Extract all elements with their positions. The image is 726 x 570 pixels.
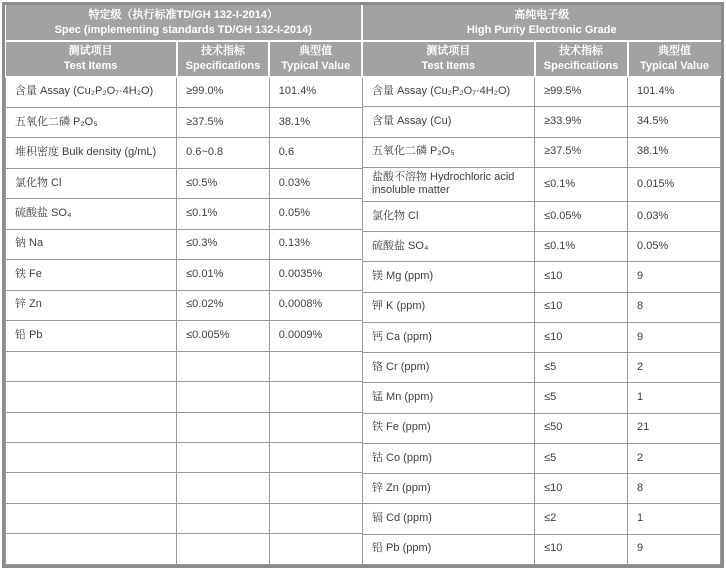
high-purity-table (363, 5, 721, 565)
specification-cell: ≤0.05% (535, 201, 628, 231)
typical-value-cell: 38.1% (269, 107, 362, 137)
column-header-row (6, 41, 363, 77)
table-row (363, 292, 721, 322)
typical-value-cell: 9 (628, 262, 721, 292)
table-title-row (363, 5, 721, 41)
table-row (6, 382, 363, 412)
test-item-cell: 含量 Assay (Cu₂P₂O₇·4H₂O) (6, 77, 177, 107)
test-item-cell: 锌 Zn (ppm) (363, 474, 535, 504)
specification-cell: ≤10 (535, 474, 628, 504)
table-row (6, 260, 363, 290)
specification-cell: ≤0.5% (177, 168, 270, 198)
typical-value-cell: 8 (628, 474, 721, 504)
test-item-cell (6, 412, 177, 442)
specification-cell: ≤10 (535, 534, 628, 564)
typical-value-cell (269, 443, 362, 473)
typical-value-cell: 0.6 (269, 138, 362, 168)
table-row (6, 290, 363, 320)
column-header-cn: 测试项目 (68, 45, 113, 57)
table-row (6, 443, 363, 473)
test-item-cell (6, 534, 177, 565)
table-row (6, 107, 363, 137)
specification-cell (177, 534, 270, 565)
table-row (363, 167, 721, 201)
specification-cell: ≤0.005% (177, 321, 270, 351)
test-item-cell: 钴 Co (ppm) (363, 443, 535, 473)
column-header-specifications (535, 41, 628, 77)
test-item-cell: 铁 Fe (6, 260, 177, 290)
typical-value-cell: 101.4% (628, 77, 721, 107)
column-header-en: Typical Value (640, 59, 709, 72)
typical-value-cell: 0.0008% (269, 290, 362, 320)
column-header-test-items (6, 41, 177, 77)
table-row (363, 322, 721, 352)
spec-grade-panel (5, 5, 363, 565)
column-header-en: Specifications (185, 59, 261, 72)
test-item-cell (6, 382, 177, 412)
test-item-cell: 硫酸盐 SO₄ (6, 199, 177, 229)
test-item-cell: 硫酸盐 SO₄ (363, 232, 535, 262)
test-item-cell (6, 351, 177, 381)
typical-value-cell: 101.4% (269, 77, 362, 107)
table-row (363, 534, 721, 564)
specification-cell: ≤0.01% (177, 260, 270, 290)
specification-cell: ≤0.3% (177, 229, 270, 259)
typical-value-cell: 0.13% (269, 229, 362, 259)
typical-value-cell (269, 534, 362, 565)
table-row (363, 107, 721, 137)
table-row (363, 443, 721, 473)
table-row (363, 413, 721, 443)
specification-cell: ≤2 (535, 504, 628, 534)
typical-value-cell: 0.015% (628, 167, 721, 201)
table-row (6, 138, 363, 168)
specification-cell: ≤50 (535, 413, 628, 443)
column-header-specifications (177, 41, 270, 77)
test-item-cell: 锌 Zn (6, 290, 177, 320)
table-row (6, 534, 363, 565)
column-header-test-items (363, 41, 535, 77)
specification-cell: ≥37.5% (177, 107, 270, 137)
typical-value-cell: 38.1% (628, 137, 721, 167)
table-title (363, 5, 721, 41)
test-item-cell (6, 443, 177, 473)
table-row (363, 232, 721, 262)
typical-value-cell: 9 (628, 534, 721, 564)
table-title-cn: 特定级（执行标准TD/GH 132-I-2014） (88, 8, 278, 21)
test-item-cell: 铬 Cr (ppm) (363, 353, 535, 383)
specification-cell: ≤5 (535, 383, 628, 413)
table-title-cn: 高纯电子级 (514, 8, 570, 21)
spec-grade-table (5, 5, 363, 565)
specification-cell (177, 443, 270, 473)
test-item-cell: 镁 Mg (ppm) (363, 262, 535, 292)
test-item-cell: 氯化物 Cl (363, 201, 535, 231)
table-row (363, 474, 721, 504)
column-header-cn: 典型值 (658, 45, 692, 57)
test-item-cell: 钙 Ca (ppm) (363, 322, 535, 352)
specification-cell: ≥33.9% (535, 107, 628, 137)
typical-value-cell: 0.05% (628, 232, 721, 262)
table-row (363, 77, 721, 107)
column-header-typical-value (269, 41, 362, 77)
specification-cell: ≤5 (535, 443, 628, 473)
table-row (363, 383, 721, 413)
column-header-cn: 测试项目 (426, 45, 471, 57)
test-item-cell (6, 473, 177, 503)
specification-cell (177, 503, 270, 533)
table-row (6, 473, 363, 503)
specification-cell: ≤0.02% (177, 290, 270, 320)
test-item-cell: 钠 Na (6, 229, 177, 259)
test-item-cell: 五氧化二磷 P₂O₅ (6, 107, 177, 137)
typical-value-cell: 2 (628, 443, 721, 473)
column-header-en: Test Items (63, 59, 118, 72)
typical-value-cell: 2 (628, 353, 721, 383)
typical-value-cell: 34.5% (628, 107, 721, 137)
table-row (6, 77, 363, 107)
specification-cell: ≥37.5% (535, 137, 628, 167)
specification-cell: ≤0.1% (535, 232, 628, 262)
table-title-row (6, 5, 363, 41)
typical-value-cell (269, 351, 362, 381)
specification-cell: ≥99.0% (177, 77, 270, 107)
typical-value-cell: 0.0009% (269, 321, 362, 351)
column-header-cn: 典型值 (299, 45, 333, 57)
table-row (6, 351, 363, 381)
typical-value-cell: 9 (628, 322, 721, 352)
spec-sheet (2, 2, 724, 568)
column-header-row (363, 41, 721, 77)
test-item-cell: 堆积密度 Bulk density (g/mL) (6, 138, 177, 168)
specification-cell: ≤5 (535, 353, 628, 383)
typical-value-cell (269, 412, 362, 442)
specification-cell: ≤10 (535, 292, 628, 322)
table-row (363, 201, 721, 231)
table-title (6, 5, 363, 41)
test-item-cell: 锰 Mn (ppm) (363, 383, 535, 413)
typical-value-cell: 0.03% (269, 168, 362, 198)
specification-cell: ≤0.1% (535, 167, 628, 201)
specification-cell: ≤10 (535, 322, 628, 352)
column-header-cn: 技术指标 (200, 45, 245, 57)
specification-cell (177, 412, 270, 442)
typical-value-cell (269, 382, 362, 412)
specification-cell (177, 351, 270, 381)
typical-value-cell (269, 473, 362, 503)
test-item-cell: 钾 K (ppm) (363, 292, 535, 322)
table-row (6, 503, 363, 533)
specification-cell (177, 382, 270, 412)
table-row (6, 168, 363, 198)
table-row (6, 229, 363, 259)
test-item-cell (6, 503, 177, 533)
high-purity-panel (363, 5, 721, 565)
specification-cell: ≥99.5% (535, 77, 628, 107)
spec-grade-table-body (6, 77, 363, 565)
typical-value-cell: 21 (628, 413, 721, 443)
column-header-en: Typical Value (281, 59, 351, 72)
test-item-cell: 五氧化二磷 P₂O₅ (363, 137, 535, 167)
column-header-typical-value (628, 41, 721, 77)
specification-cell: ≤10 (535, 262, 628, 292)
specification-cell (177, 473, 270, 503)
table-row (363, 353, 721, 383)
typical-value-cell: 0.05% (269, 199, 362, 229)
typical-value-cell (269, 503, 362, 533)
table-row (363, 137, 721, 167)
table-title-en: High Purity Electronic Grade (466, 23, 617, 36)
typical-value-cell: 1 (628, 504, 721, 534)
column-header-en: Specifications (543, 59, 619, 72)
specification-cell: 0.6~0.8 (177, 138, 270, 168)
typical-value-cell: 8 (628, 292, 721, 322)
test-item-cell: 镉 Cd (ppm) (363, 504, 535, 534)
test-item-cell: 含量 Assay (Cu) (363, 107, 535, 137)
table-row (363, 504, 721, 534)
typical-value-cell: 1 (628, 383, 721, 413)
table-row (6, 199, 363, 229)
typical-value-cell: 0.0035% (269, 260, 362, 290)
table-row (6, 412, 363, 442)
test-item-cell: 含量 Assay (Cu₂P₂O₇·4H₂O) (363, 77, 535, 107)
table-row (363, 262, 721, 292)
typical-value-cell: 0.03% (628, 201, 721, 231)
test-item-cell: 铅 Pb (ppm) (363, 534, 535, 564)
test-item-cell: 铁 Fe (ppm) (363, 413, 535, 443)
table-row (6, 321, 363, 351)
test-item-cell: 氯化物 Cl (6, 168, 177, 198)
test-item-cell: 盐酸不溶物 Hydrochloric acid insoluble matter (363, 167, 535, 201)
test-item-cell: 铅 Pb (6, 321, 177, 351)
table-title-en: Spec (implementing standards TD/GH 132-I-2014) (54, 23, 312, 36)
specification-cell: ≤0.1% (177, 199, 270, 229)
column-header-cn: 技术指标 (559, 45, 604, 57)
column-header-en: Test Items (421, 59, 476, 72)
high-purity-table-body (363, 77, 721, 565)
